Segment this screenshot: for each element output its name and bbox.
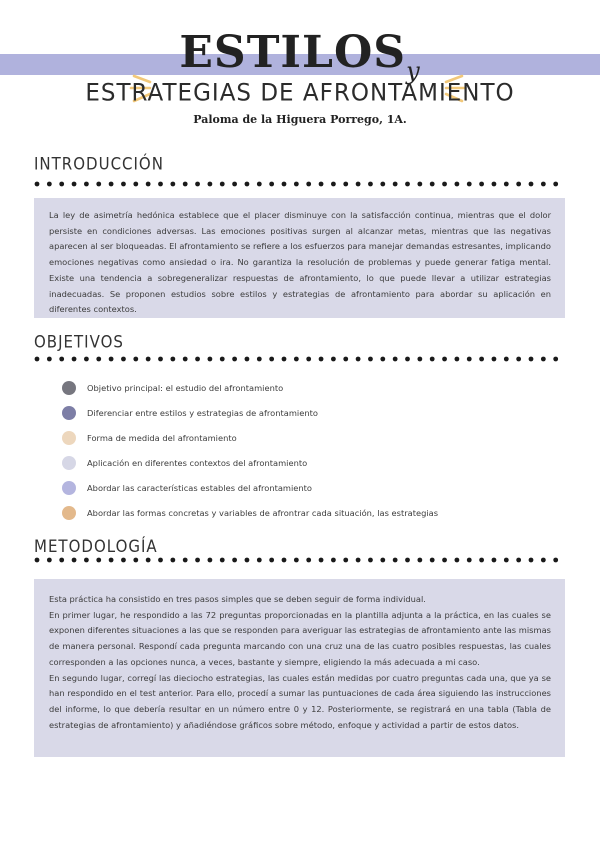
divider-dot bbox=[245, 357, 250, 362]
divider-dot bbox=[47, 558, 52, 563]
bullet-circle-icon bbox=[62, 506, 76, 520]
objetivo-text: Objetivo principal: el estudio del afrontamiento bbox=[87, 382, 284, 393]
divider-dot bbox=[109, 357, 114, 362]
divider-dot bbox=[96, 558, 101, 563]
divider-dot bbox=[430, 558, 435, 563]
divider-dot bbox=[257, 357, 262, 362]
divider-dot bbox=[133, 182, 138, 187]
divider-dot bbox=[282, 558, 287, 563]
divider-dot bbox=[59, 182, 64, 187]
divider-dot bbox=[455, 357, 460, 362]
objetivo-text: Aplicación en diferentes contextos del afrontamiento bbox=[87, 457, 308, 468]
divider-dot bbox=[72, 558, 77, 563]
objetivo-item bbox=[62, 400, 438, 425]
objetivo-text: Diferenciar entre estilos y estrategias de afrontamiento bbox=[87, 407, 318, 418]
objetivo-item bbox=[62, 425, 438, 450]
divider-dot bbox=[245, 558, 250, 563]
divider-dot bbox=[269, 182, 274, 187]
divider-dot bbox=[343, 558, 348, 563]
document-subtitle: ESTRATEGIAS DE AFRONTAMIENTO bbox=[85, 79, 515, 107]
divider-dot bbox=[121, 357, 126, 362]
divider-dot bbox=[257, 558, 262, 563]
divider-dot bbox=[529, 558, 534, 563]
divider-dot bbox=[84, 558, 89, 563]
divider-dot bbox=[232, 357, 237, 362]
divider-dot bbox=[479, 357, 484, 362]
divider-dot bbox=[170, 558, 175, 563]
divider-dot bbox=[133, 357, 138, 362]
divider-dot bbox=[553, 182, 558, 187]
divider-dot bbox=[183, 558, 188, 563]
divider-dot bbox=[96, 182, 101, 187]
metodologia-box bbox=[34, 579, 565, 757]
divider-dot bbox=[343, 357, 348, 362]
divider-dot bbox=[516, 182, 521, 187]
divider-dot bbox=[269, 357, 274, 362]
divider-dot bbox=[158, 357, 163, 362]
divider-dot bbox=[121, 182, 126, 187]
divider-dot bbox=[257, 182, 262, 187]
divider-dot bbox=[331, 182, 336, 187]
divider-dot bbox=[72, 182, 77, 187]
divider-dot bbox=[504, 558, 509, 563]
divider-dot bbox=[541, 182, 546, 187]
divider-dot bbox=[84, 182, 89, 187]
divider-dot bbox=[232, 558, 237, 563]
divider-dot bbox=[195, 558, 200, 563]
divider-dot bbox=[158, 558, 163, 563]
divider-dot bbox=[479, 182, 484, 187]
section-heading-objetivos: OBJETIVOS bbox=[34, 331, 124, 353]
divider-dot bbox=[380, 357, 385, 362]
bullet-circle-icon bbox=[62, 381, 76, 395]
introduccion-text: La ley de asimetría hedónica establece que el placer disminuye con la satisfacción continua, mientras que el dolor persiste en condiciones adversas. Las emociones positivas surgen al alcanzar metas, mientras que las negativas aparecen al ser bloqueadas. El afrontamiento se refiere a los esfuerzos para manejar demandas estresantes, implicando emociones negativas como ansiedad o ira. No garantiza la resolución de problemas y puede generar fatiga mental. Existe una tendencia a sobregeneralizar respuestas de afrontamiento, lo que puede llevar a utilizar estrategias inadecuadas. Se proponen estudios sobre estilos y estrategias de afrontamiento para abordar su aplicación en diferentes contextos. bbox=[49, 210, 551, 315]
divider-dot bbox=[541, 357, 546, 362]
divider-dot bbox=[282, 182, 287, 187]
divider-dot bbox=[146, 357, 151, 362]
objetivo-text: Abordar las formas concretas y variables de afrontrar cada situación, las estrategias bbox=[87, 508, 439, 519]
divider-dot bbox=[368, 182, 373, 187]
divider-dot bbox=[331, 357, 336, 362]
divider-dot bbox=[245, 182, 250, 187]
divider-dot bbox=[146, 182, 151, 187]
bullet-circle-icon bbox=[62, 481, 76, 495]
introduccion-box bbox=[34, 198, 565, 318]
divider-dot bbox=[467, 182, 472, 187]
divider-dot bbox=[368, 558, 373, 563]
divider-dot bbox=[405, 182, 410, 187]
divider-dot bbox=[405, 357, 410, 362]
divider-dot bbox=[59, 357, 64, 362]
divider-dot bbox=[442, 357, 447, 362]
divider-dot bbox=[72, 357, 77, 362]
divider-dot bbox=[356, 357, 361, 362]
dotted-divider bbox=[34, 356, 564, 362]
divider-dot bbox=[442, 182, 447, 187]
divider-dot bbox=[417, 182, 422, 187]
divider-dot bbox=[319, 182, 324, 187]
divider-dot bbox=[208, 182, 213, 187]
divider-dot bbox=[356, 182, 361, 187]
divider-dot bbox=[553, 357, 558, 362]
divider-dot bbox=[504, 357, 509, 362]
divider-dot bbox=[529, 357, 534, 362]
objetivo-text: Forma de medida del afrontamiento bbox=[87, 432, 237, 443]
divider-dot bbox=[306, 558, 311, 563]
objetivo-text: Abordar las características estables del afrontamiento bbox=[87, 482, 312, 493]
divider-dot bbox=[492, 357, 497, 362]
divider-dot bbox=[282, 357, 287, 362]
divider-dot bbox=[479, 558, 484, 563]
divider-dot bbox=[380, 558, 385, 563]
divider-dot bbox=[47, 357, 52, 362]
divider-dot bbox=[35, 558, 40, 563]
objetivo-item bbox=[62, 375, 438, 400]
divider-dot bbox=[319, 558, 324, 563]
divider-dot bbox=[541, 558, 546, 563]
section-heading-metodologia: METODOLOGÍA bbox=[34, 535, 158, 557]
divider-dot bbox=[170, 357, 175, 362]
divider-dot bbox=[417, 558, 422, 563]
objetivos-list bbox=[62, 375, 438, 526]
divider-dot bbox=[146, 558, 151, 563]
divider-dot bbox=[232, 182, 237, 187]
author-line: Paloma de la Higuera Porrego, 1A. bbox=[193, 113, 407, 126]
dotted-divider bbox=[34, 181, 564, 187]
divider-dot bbox=[553, 558, 558, 563]
bullet-circle-icon bbox=[62, 431, 76, 445]
divider-dot bbox=[430, 357, 435, 362]
divider-dot bbox=[393, 558, 398, 563]
title-connector: y bbox=[406, 57, 421, 85]
objetivo-item bbox=[62, 500, 438, 525]
divider-dot bbox=[170, 182, 175, 187]
divider-dot bbox=[343, 182, 348, 187]
divider-dot bbox=[516, 558, 521, 563]
divider-dot bbox=[455, 182, 460, 187]
divider-dot bbox=[492, 558, 497, 563]
metodologia-paragraph-1: Esta práctica ha consistido en tres pasos simples que se deben seguir de forma individual. bbox=[49, 594, 426, 604]
divider-dot bbox=[121, 558, 126, 563]
metodologia-paragraph-2: En primer lugar, he respondido a las 72 preguntas proporcionadas en la plantilla adjunta a la práctica, en las cuales se exponen diferentes situaciones a las que se responden para averiguar las estrategias de afrontamiento ante las mismas de manera personal. Respondí cada pregunta marcando con una cruz una de las cuatro posibles respuestas, las cuales corresponden a las opciones nunca, a veces, bastante y siempre, eligiendo la más adecuada a mi caso. bbox=[49, 609, 551, 667]
divider-dot bbox=[183, 357, 188, 362]
divider-dot bbox=[331, 558, 336, 563]
divider-dot bbox=[96, 357, 101, 362]
divider-dot bbox=[319, 357, 324, 362]
divider-dot bbox=[356, 558, 361, 563]
metodologia-paragraph-3: En segundo lugar, corregí las dieciocho estrategias, las cuales están medidas por cuatro preguntas cada una, que ya se han respondido en el test anterior. Para ello, procedí a sumar las puntuaciones de cada área siguiendo las instrucciones del informe, lo que debería resultar en un número entre 0 y 12. Posteriormente, se registrará en una tabla (Tabla de estrategias de afrontamiento) y añadiéndose gráficos sobre método, enfoque y actividad a partir de estos datos. bbox=[49, 672, 551, 730]
divider-dot bbox=[417, 357, 422, 362]
divider-dot bbox=[529, 182, 534, 187]
divider-dot bbox=[393, 357, 398, 362]
divider-dot bbox=[294, 357, 299, 362]
divider-dot bbox=[35, 357, 40, 362]
divider-dot bbox=[208, 558, 213, 563]
divider-dot bbox=[220, 558, 225, 563]
title-word: ESTILOS bbox=[179, 27, 407, 78]
divider-dot bbox=[220, 182, 225, 187]
bullet-circle-icon bbox=[62, 456, 76, 470]
divider-dot bbox=[269, 558, 274, 563]
divider-dot bbox=[59, 558, 64, 563]
divider-dot bbox=[47, 182, 52, 187]
divider-dot bbox=[306, 357, 311, 362]
divider-dot bbox=[516, 357, 521, 362]
divider-dot bbox=[183, 182, 188, 187]
divider-dot bbox=[294, 558, 299, 563]
divider-dot bbox=[467, 357, 472, 362]
objetivo-item bbox=[62, 475, 438, 500]
divider-dot bbox=[504, 182, 509, 187]
divider-dot bbox=[195, 182, 200, 187]
divider-dot bbox=[368, 357, 373, 362]
divider-dot bbox=[467, 558, 472, 563]
divider-dot bbox=[455, 558, 460, 563]
divider-dot bbox=[158, 182, 163, 187]
divider-dot bbox=[109, 558, 114, 563]
divider-dot bbox=[380, 182, 385, 187]
divider-dot bbox=[294, 182, 299, 187]
divider-dot bbox=[208, 357, 213, 362]
divider-dot bbox=[442, 558, 447, 563]
divider-dot bbox=[492, 182, 497, 187]
divider-dot bbox=[195, 357, 200, 362]
objetivo-item bbox=[62, 450, 438, 475]
divider-dot bbox=[306, 182, 311, 187]
section-heading-introduccion: INTRODUCCIÓN bbox=[34, 153, 164, 175]
divider-dot bbox=[109, 182, 114, 187]
divider-dot bbox=[220, 357, 225, 362]
divider-dot bbox=[430, 182, 435, 187]
bullet-circle-icon bbox=[62, 406, 76, 420]
document-title bbox=[0, 27, 600, 85]
divider-dot bbox=[84, 357, 89, 362]
divider-dot bbox=[405, 558, 410, 563]
divider-dot bbox=[35, 182, 40, 187]
divider-dot bbox=[393, 182, 398, 187]
divider-dot bbox=[133, 558, 138, 563]
dotted-divider bbox=[34, 557, 564, 563]
